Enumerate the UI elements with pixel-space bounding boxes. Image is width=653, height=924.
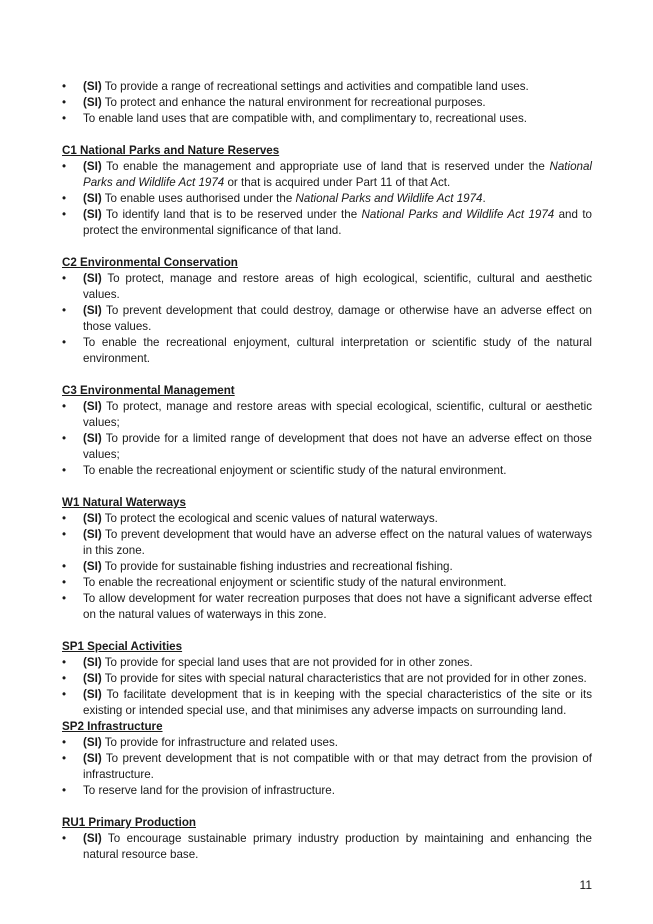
objective-item — [62, 79, 592, 95]
si-label: (SI) — [83, 832, 102, 845]
zone-heading: C1 National Parks and Nature Reserves — [62, 144, 280, 157]
objective-list — [62, 399, 592, 479]
objective-list — [62, 655, 592, 719]
objective-text: or that is acquired under Part 11 of that Act. — [224, 176, 451, 189]
objective-text: and to protect the environmental significance of that land. — [83, 208, 592, 237]
si-label: (SI) — [83, 672, 102, 685]
objective-item — [62, 303, 592, 335]
zone-heading: C2 Environmental Conservation — [62, 256, 238, 269]
objective-text: To prevent development that is not compatible with or that may detract from the provision of infrastructure. — [83, 752, 592, 781]
zone-heading: RU1 Primary Production — [62, 816, 197, 829]
act-title: National Parks and Wildlife Act 1974 — [295, 192, 483, 205]
objective-item — [62, 207, 592, 239]
bullet-icon: • — [62, 464, 67, 477]
objective-text: To enable the recreational enjoyment, cultural interpretation or scientific study of the natural environment. — [83, 336, 592, 365]
objective-text: To provide for sites with special natural characteristics that are not provided for in other zones. — [101, 672, 587, 685]
objective-text: To enable the recreational enjoyment or scientific study of the natural environment. — [83, 576, 507, 589]
si-label: (SI) — [83, 208, 102, 221]
objective-item — [62, 95, 592, 111]
si-label: (SI) — [83, 96, 102, 109]
bullet-icon: • — [62, 192, 67, 205]
objective-text: To prevent development that would have an adverse effect on the natural values of waterways in this zone. — [83, 528, 592, 557]
bullet-icon: • — [62, 96, 67, 109]
bullet-icon: • — [62, 304, 67, 317]
bullet-icon: • — [62, 576, 67, 589]
bullet-icon: • — [62, 736, 67, 749]
objective-item — [62, 735, 592, 751]
bullet-icon: • — [62, 688, 67, 701]
objective-item — [62, 831, 592, 863]
si-label: (SI) — [83, 80, 102, 93]
bullet-icon: • — [62, 784, 67, 797]
objective-text: To prevent development that could destroy, damage or otherwise have an adverse effect on those values. — [83, 304, 592, 333]
objective-text: To provide for a limited range of development that does not have an adverse effect on those values; — [83, 432, 592, 461]
objective-list — [62, 511, 592, 623]
objective-text: To provide for special land uses that are not provided for in other zones. — [101, 656, 473, 669]
objective-item — [62, 399, 592, 431]
objective-list — [62, 159, 592, 239]
objective-list — [62, 735, 592, 799]
objective-text: To enable the recreational enjoyment or scientific study of the natural environment. — [83, 464, 507, 477]
bullet-icon: • — [62, 432, 67, 445]
objective-text: To encourage sustainable primary industry production by maintaining and enhancing the natural resource base. — [83, 832, 592, 861]
bullet-icon: • — [62, 160, 67, 173]
act-title: National Parks and Wildlife Act 1974 — [83, 160, 592, 189]
zone-section — [62, 495, 592, 623]
objective-text: To facilitate development that is in keeping with the special characteristics of the site or its existing or intended special use, and that minimises any adverse impacts on surrounding land. — [83, 688, 592, 717]
objective-item — [62, 655, 592, 671]
bullet-icon: • — [62, 656, 67, 669]
objective-text: . — [482, 192, 486, 205]
objective-text: To protect and enhance the natural environment for recreational purposes. — [101, 96, 486, 109]
si-label: (SI) — [83, 192, 102, 205]
bullet-icon: • — [62, 400, 67, 413]
objective-item — [62, 335, 592, 367]
objective-list — [62, 271, 592, 367]
si-label: (SI) — [83, 304, 102, 317]
si-label: (SI) — [83, 656, 102, 669]
objective-item — [62, 751, 592, 783]
bullet-icon: • — [62, 336, 67, 349]
objective-text: To provide a range of recreational settings and activities and compatible land uses. — [101, 80, 529, 93]
zone-heading: SP1 Special Activities — [62, 640, 183, 653]
si-label: (SI) — [83, 688, 102, 701]
objective-item — [62, 575, 592, 591]
si-label: (SI) — [83, 752, 102, 765]
objective-text: To protect, manage and restore areas with special ecological, scientific, cultural or aesthetic values; — [83, 400, 592, 429]
objective-text: To reserve land for the provision of infrastructure. — [83, 784, 335, 797]
objective-item — [62, 111, 592, 127]
zone-section — [62, 719, 592, 799]
objective-item — [62, 159, 592, 191]
zone-section — [62, 639, 592, 719]
bullet-icon: • — [62, 80, 67, 93]
objective-item — [62, 671, 592, 687]
zone-section — [62, 255, 592, 367]
objective-item — [62, 559, 592, 575]
objective-list — [62, 79, 592, 127]
objective-text: To provide for sustainable fishing industries and recreational fishing. — [101, 560, 453, 573]
si-label: (SI) — [83, 512, 102, 525]
bullet-icon: • — [62, 112, 67, 125]
zone-objectives-content — [62, 79, 592, 863]
objective-item — [62, 783, 592, 799]
objective-item — [62, 431, 592, 463]
zone-section — [62, 383, 592, 479]
zone-section — [62, 79, 592, 127]
objective-text: To enable land uses that are compatible with, and complimentary to, recreational uses. — [83, 112, 528, 125]
objective-item — [62, 527, 592, 559]
zone-heading: W1 Natural Waterways — [62, 496, 186, 509]
bullet-icon: • — [62, 272, 67, 285]
objective-text: To identify land that is to be reserved under the — [101, 208, 362, 221]
objective-text: To protect, manage and restore areas of high ecological, scientific, cultural and aesthetic values. — [83, 272, 592, 301]
objective-list — [62, 831, 592, 863]
si-label: (SI) — [83, 560, 102, 573]
objective-text: To enable the management and appropriate use of land that is reserved under the — [101, 160, 550, 173]
zone-heading: C3 Environmental Management — [62, 384, 235, 397]
objective-item — [62, 191, 592, 207]
si-label: (SI) — [83, 432, 102, 445]
zone-section — [62, 143, 592, 239]
zone-section — [62, 815, 592, 863]
objective-item — [62, 511, 592, 527]
objective-item — [62, 591, 592, 623]
bullet-icon: • — [62, 832, 67, 845]
bullet-icon: • — [62, 752, 67, 765]
bullet-icon: • — [62, 208, 67, 221]
zone-heading: SP2 Infrastructure — [62, 720, 163, 733]
bullet-icon: • — [62, 672, 67, 685]
objective-item — [62, 687, 592, 719]
act-title: National Parks and Wildlife Act 1974 — [361, 208, 555, 221]
si-label: (SI) — [83, 528, 102, 541]
bullet-icon: • — [62, 592, 67, 605]
objective-text: To allow development for water recreation purposes that does not have a significant adverse effect on the natural values of waterways in this zone. — [83, 592, 592, 621]
bullet-icon: • — [62, 528, 67, 541]
objective-item — [62, 271, 592, 303]
bullet-icon: • — [62, 512, 67, 525]
si-label: (SI) — [83, 272, 102, 285]
objective-text: To enable uses authorised under the — [101, 192, 296, 205]
si-label: (SI) — [83, 736, 102, 749]
si-label: (SI) — [83, 160, 102, 173]
objective-item — [62, 463, 592, 479]
si-label: (SI) — [83, 400, 102, 413]
bullet-icon: • — [62, 560, 67, 573]
objective-text: To protect the ecological and scenic values of natural waterways. — [101, 512, 438, 525]
page-number: 11 — [579, 878, 592, 892]
objective-text: To provide for infrastructure and related uses. — [101, 736, 338, 749]
